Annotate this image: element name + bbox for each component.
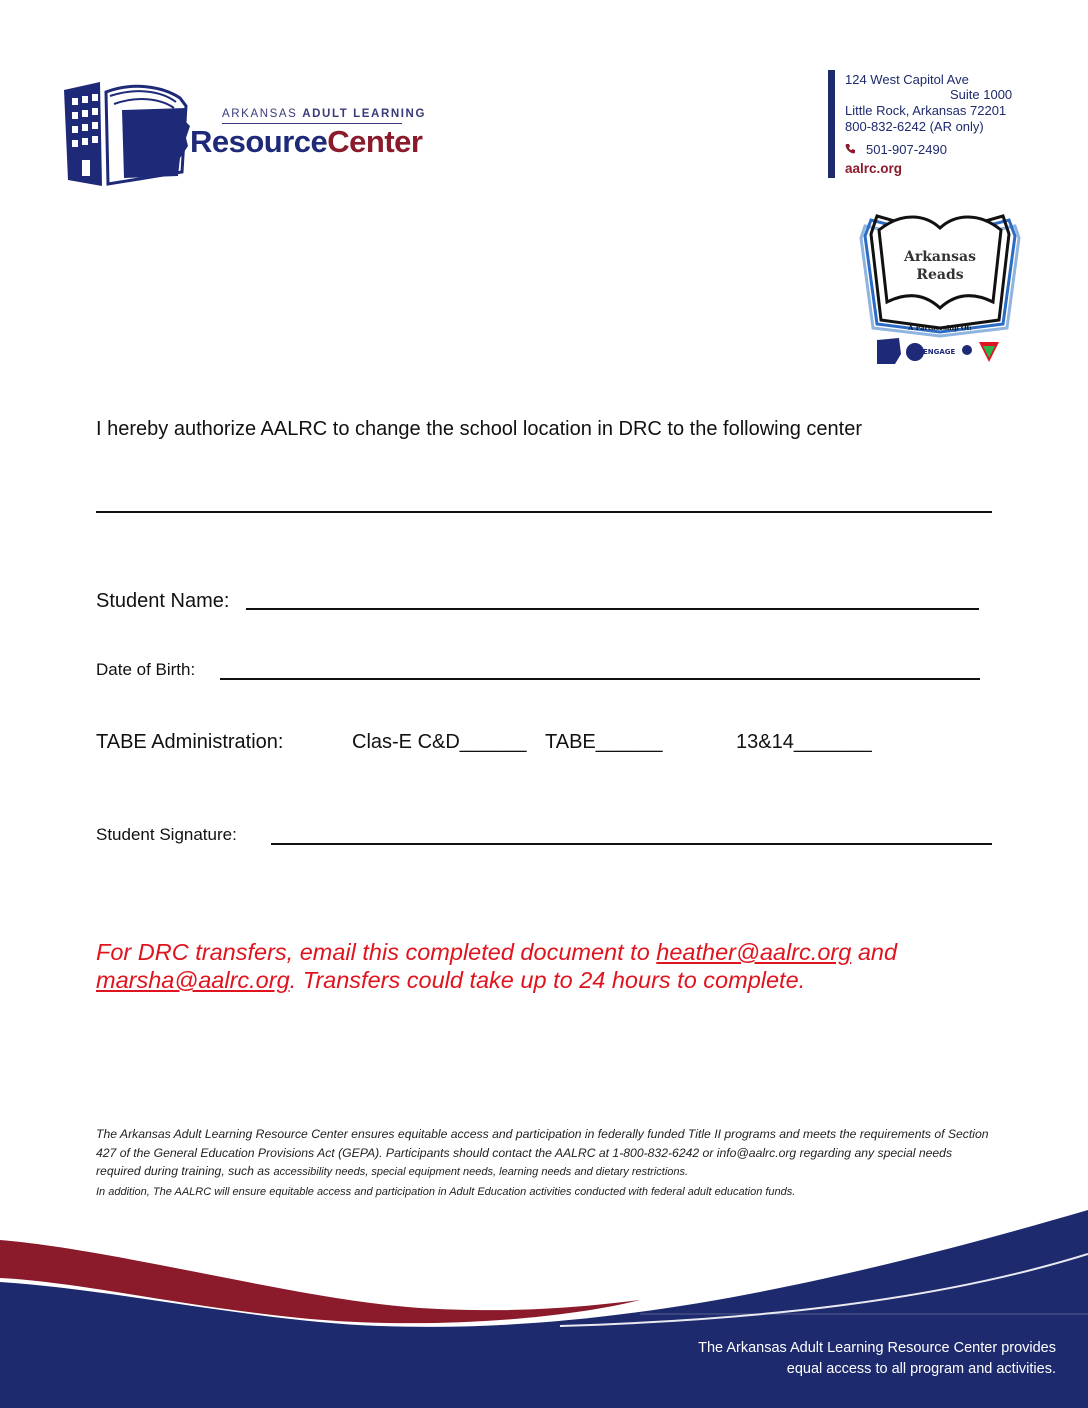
tabe-option-clase[interactable]: Clas-E C&D______ (352, 731, 527, 753)
logo-wordmark: ResourceCenter (190, 124, 423, 159)
center-field-line[interactable] (96, 511, 992, 513)
footer-access-line1: The Arkansas Adult Learning Resource Center provides (698, 1340, 1056, 1356)
aalrc-logo-icon (62, 80, 192, 188)
arkansas-reads-badge (855, 208, 1025, 370)
badge-partner-engage: ENGAGE (923, 348, 956, 356)
logo-tagline: ARKANSAS ADULT LEARNING (222, 108, 426, 120)
address-street: 124 West Capitol Ave (845, 72, 969, 87)
phone-icon (845, 142, 855, 157)
address-suite: Suite 1000 (950, 87, 1013, 102)
badge-title-1: Arkansas (903, 249, 977, 265)
address-phone-ar: 800-832-6242 (AR only) (845, 119, 984, 134)
badge-title-2: Reads (916, 267, 964, 283)
legal-statement: The Arkansas Adult Learning Resource Center ensures equitable access and participation in federally funded Title II programs and meets the requirements of Section 427 of the General Education Provisions Act (GEPA). Participants should contact the AALRC at 1-800-832-6242 or info@aalrc.org regarding any special needs required during training, such as accessibility needs, special equipment needs, learning needs and dietary restrictions. In addition, The AALRC will ensure equitable access and participation in Adult Education activities conducted with federal adult education funds. (96, 1127, 989, 1198)
signature-field[interactable] (271, 843, 992, 845)
address-city: Little Rock, Arkansas 72201 (845, 103, 1007, 118)
badge-partnership: A Partnership Of: (908, 324, 972, 332)
tabe-option-tabe[interactable]: TABE______ (545, 731, 663, 753)
authorize-text: I hereby authorize AALRC to change the school location in DRC to the following center (96, 418, 862, 440)
dob-field[interactable] (220, 678, 980, 680)
transfer-notice: For DRC transfers, email this completed document to heather@aalrc.org and marsha@aalrc.org. Transfers could take up to 24 hours to complete. (96, 939, 898, 993)
footer-wave (0, 1210, 1088, 1408)
tabe-label: TABE Administration: (96, 731, 284, 753)
student-name-label: Student Name: (96, 590, 230, 612)
dob-label: Date of Birth: (96, 660, 196, 679)
signature-label: Student Signature: (96, 825, 237, 844)
address-bar (828, 70, 835, 178)
footer-access-line2: equal access to all program and activities. (786, 1361, 1056, 1377)
email-marsha-link[interactable]: marsha@aalrc.org (96, 967, 290, 993)
email-heather-link[interactable]: heather@aalrc.org (656, 939, 852, 965)
address-phone: 501-907-2490 (866, 142, 947, 157)
website-link[interactable]: aalrc.org (845, 161, 903, 176)
tabe-option-1314[interactable]: 13&14_______ (736, 731, 872, 753)
student-name-field[interactable] (246, 608, 979, 610)
